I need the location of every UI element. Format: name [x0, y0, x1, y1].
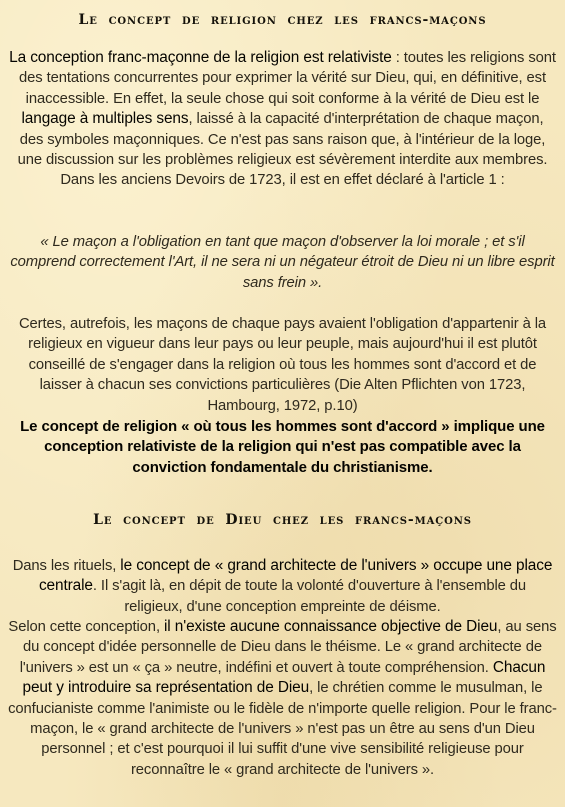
- emphasis-own-representation: Chacun peut y introduire sa représentation de Dieu: [22, 658, 546, 697]
- emphasis-great-architect: le concept de « grand architecte de l'univers » occupe une place centrale: [38, 557, 553, 595]
- text-segment: , le chrétien comme le musulman, le confucianiste comme l'animiste ou le fidèle de n'importe quelle religion. Pour le franc-maçon, le « grand architecte de l'univers » n'est pas un être au sens d'un Dieu personnel ; et c'est pourquoi il lui suffit d'une vive sensibilité religieuse pour reconnaître le « grand architecte de l'univers ».: [8, 680, 557, 778]
- paragraph-rituals: [8, 556, 557, 617]
- quote-constitutions-1723: « Le maçon a l'obligation en tant que maçon d'observer la loi morale ; et s'il comprend correctement l'Art, il ne sera ni un négateur étroit de Dieu ni un libre esprit sans frein ».: [10, 234, 555, 291]
- section-heading-religion: Le concept de religion chez les francs-maçons: [78, 12, 487, 28]
- emphasis-relativist: La conception franc-maçonne de la religion est relativiste: [9, 49, 392, 66]
- text-segment: , laissé à la capacité d'interprétation de chaque maçon, des symboles maçonniques. Ce n'est pas sans raison que, à l'intérieur de la loge, une discussion sur les problèmes religieux est sévèrement interdite aux membres. Dans les anciens Devoirs de 1723, il est en effet déclaré à l'article 1 :: [17, 111, 548, 189]
- paragraph-relativism: [8, 48, 557, 191]
- text-segment: , au sens du concept d'idée personnelle de Dieu dans le théisme. Le « grand architecte de l'univers » est un « ça » neutre, indéfini et ouvert à toute compréhension.: [19, 619, 557, 676]
- text-segment: . Il s'agit là, en dépit de toute la volonté d'ouverture à l'ensemble du religieux, d'une conception empreinte de déisme.: [92, 578, 527, 615]
- text-segment: Selon cette conception,: [8, 619, 164, 635]
- emphasis-multiple-meanings: langage à multiples sens: [21, 110, 189, 128]
- paragraph-conclusion-religion: Le concept de religion « où tous les hommes sont d'accord » implique une conception relativiste de la religion qui n'est pas compatible avec la conviction fondamentale du christianisme.: [20, 418, 545, 476]
- section-heading-god: Le concept de Dieu chez les francs-maçons: [93, 512, 472, 528]
- paragraph-conception: [8, 617, 557, 780]
- paragraph-history: Certes, autrefois, les maçons de chaque pays avaient l'obligation d'appartenir à la religieux en vigueur dans leur pays ou leur peuple, mais aujourd'hui il est plutôt conseillé de s'engager dans la religion où tous les hommes sont d'accord et de laisser à chacun ses convictions particulières (Die Alten Pflichten von 1723, Hambourg, 1972, p.10): [18, 316, 547, 414]
- text-segment: : toutes les religions sont des tentations concurrentes pour exprimer la vérité sur Dieu, qui, en définitive, est inaccessible. En effet, la seule chose qui soit conforme à la vérité de Dieu est le: [19, 50, 556, 107]
- emphasis-no-objective-knowledge: il n'existe aucune connaissance objective de Dieu: [163, 618, 498, 635]
- text-segment: Dans les rituels,: [12, 558, 121, 574]
